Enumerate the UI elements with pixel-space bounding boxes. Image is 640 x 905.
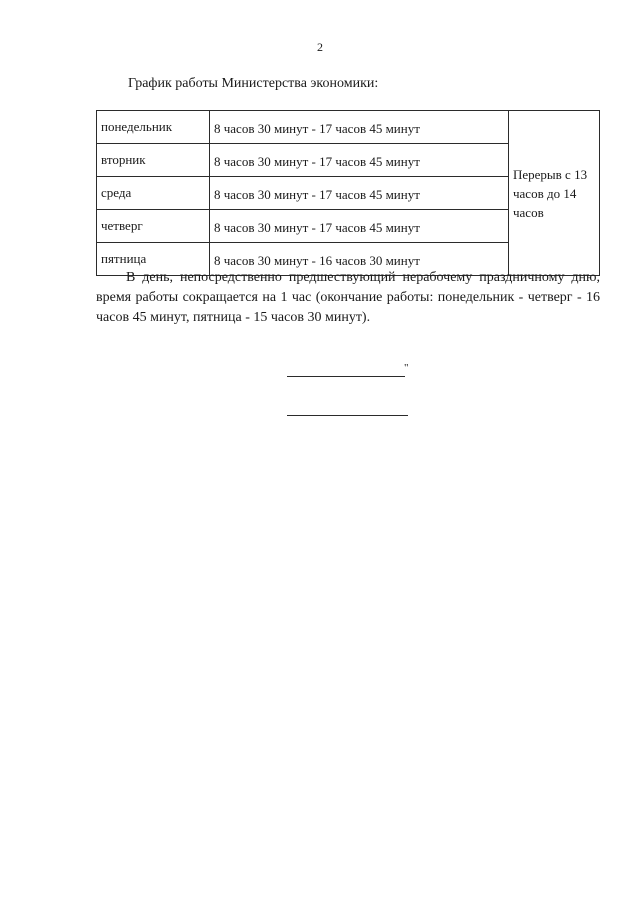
- separator-line: [287, 376, 405, 377]
- shortened-day-paragraph: В день, непосредственно предшествующий нерабочему праздничному дню, время работы сокращается на 1 час (окончание работы: понедельник - четверг - 16 часов 45 минут, пятница - 15 часов 30 минут).: [96, 270, 600, 325]
- hours-cell: 8 часов 30 минут - 17 часов 45 минут: [210, 111, 509, 144]
- break-cell: Перерыв с 13 часов до 14 часов: [509, 111, 600, 276]
- separator-line: [287, 415, 408, 416]
- schedule-table: [96, 110, 600, 276]
- page-number: 2: [317, 40, 323, 54]
- schedule-heading: График работы Министерства экономики:: [128, 76, 379, 91]
- day-cell: вторник: [97, 144, 210, 177]
- day-cell: четверг: [97, 210, 210, 243]
- table-row: [97, 111, 600, 144]
- quote-mark: ": [404, 362, 409, 374]
- hours-cell: 8 часов 30 минут - 17 часов 45 минут: [210, 210, 509, 243]
- hours-cell: 8 часов 30 минут - 17 часов 45 минут: [210, 177, 509, 210]
- day-cell: понедельник: [97, 111, 210, 144]
- day-cell: пятница: [97, 243, 210, 276]
- day-cell: среда: [97, 177, 210, 210]
- hours-cell: 8 часов 30 минут - 17 часов 45 минут: [210, 144, 509, 177]
- hours-cell: 8 часов 30 минут - 16 часов 30 минут: [210, 243, 509, 276]
